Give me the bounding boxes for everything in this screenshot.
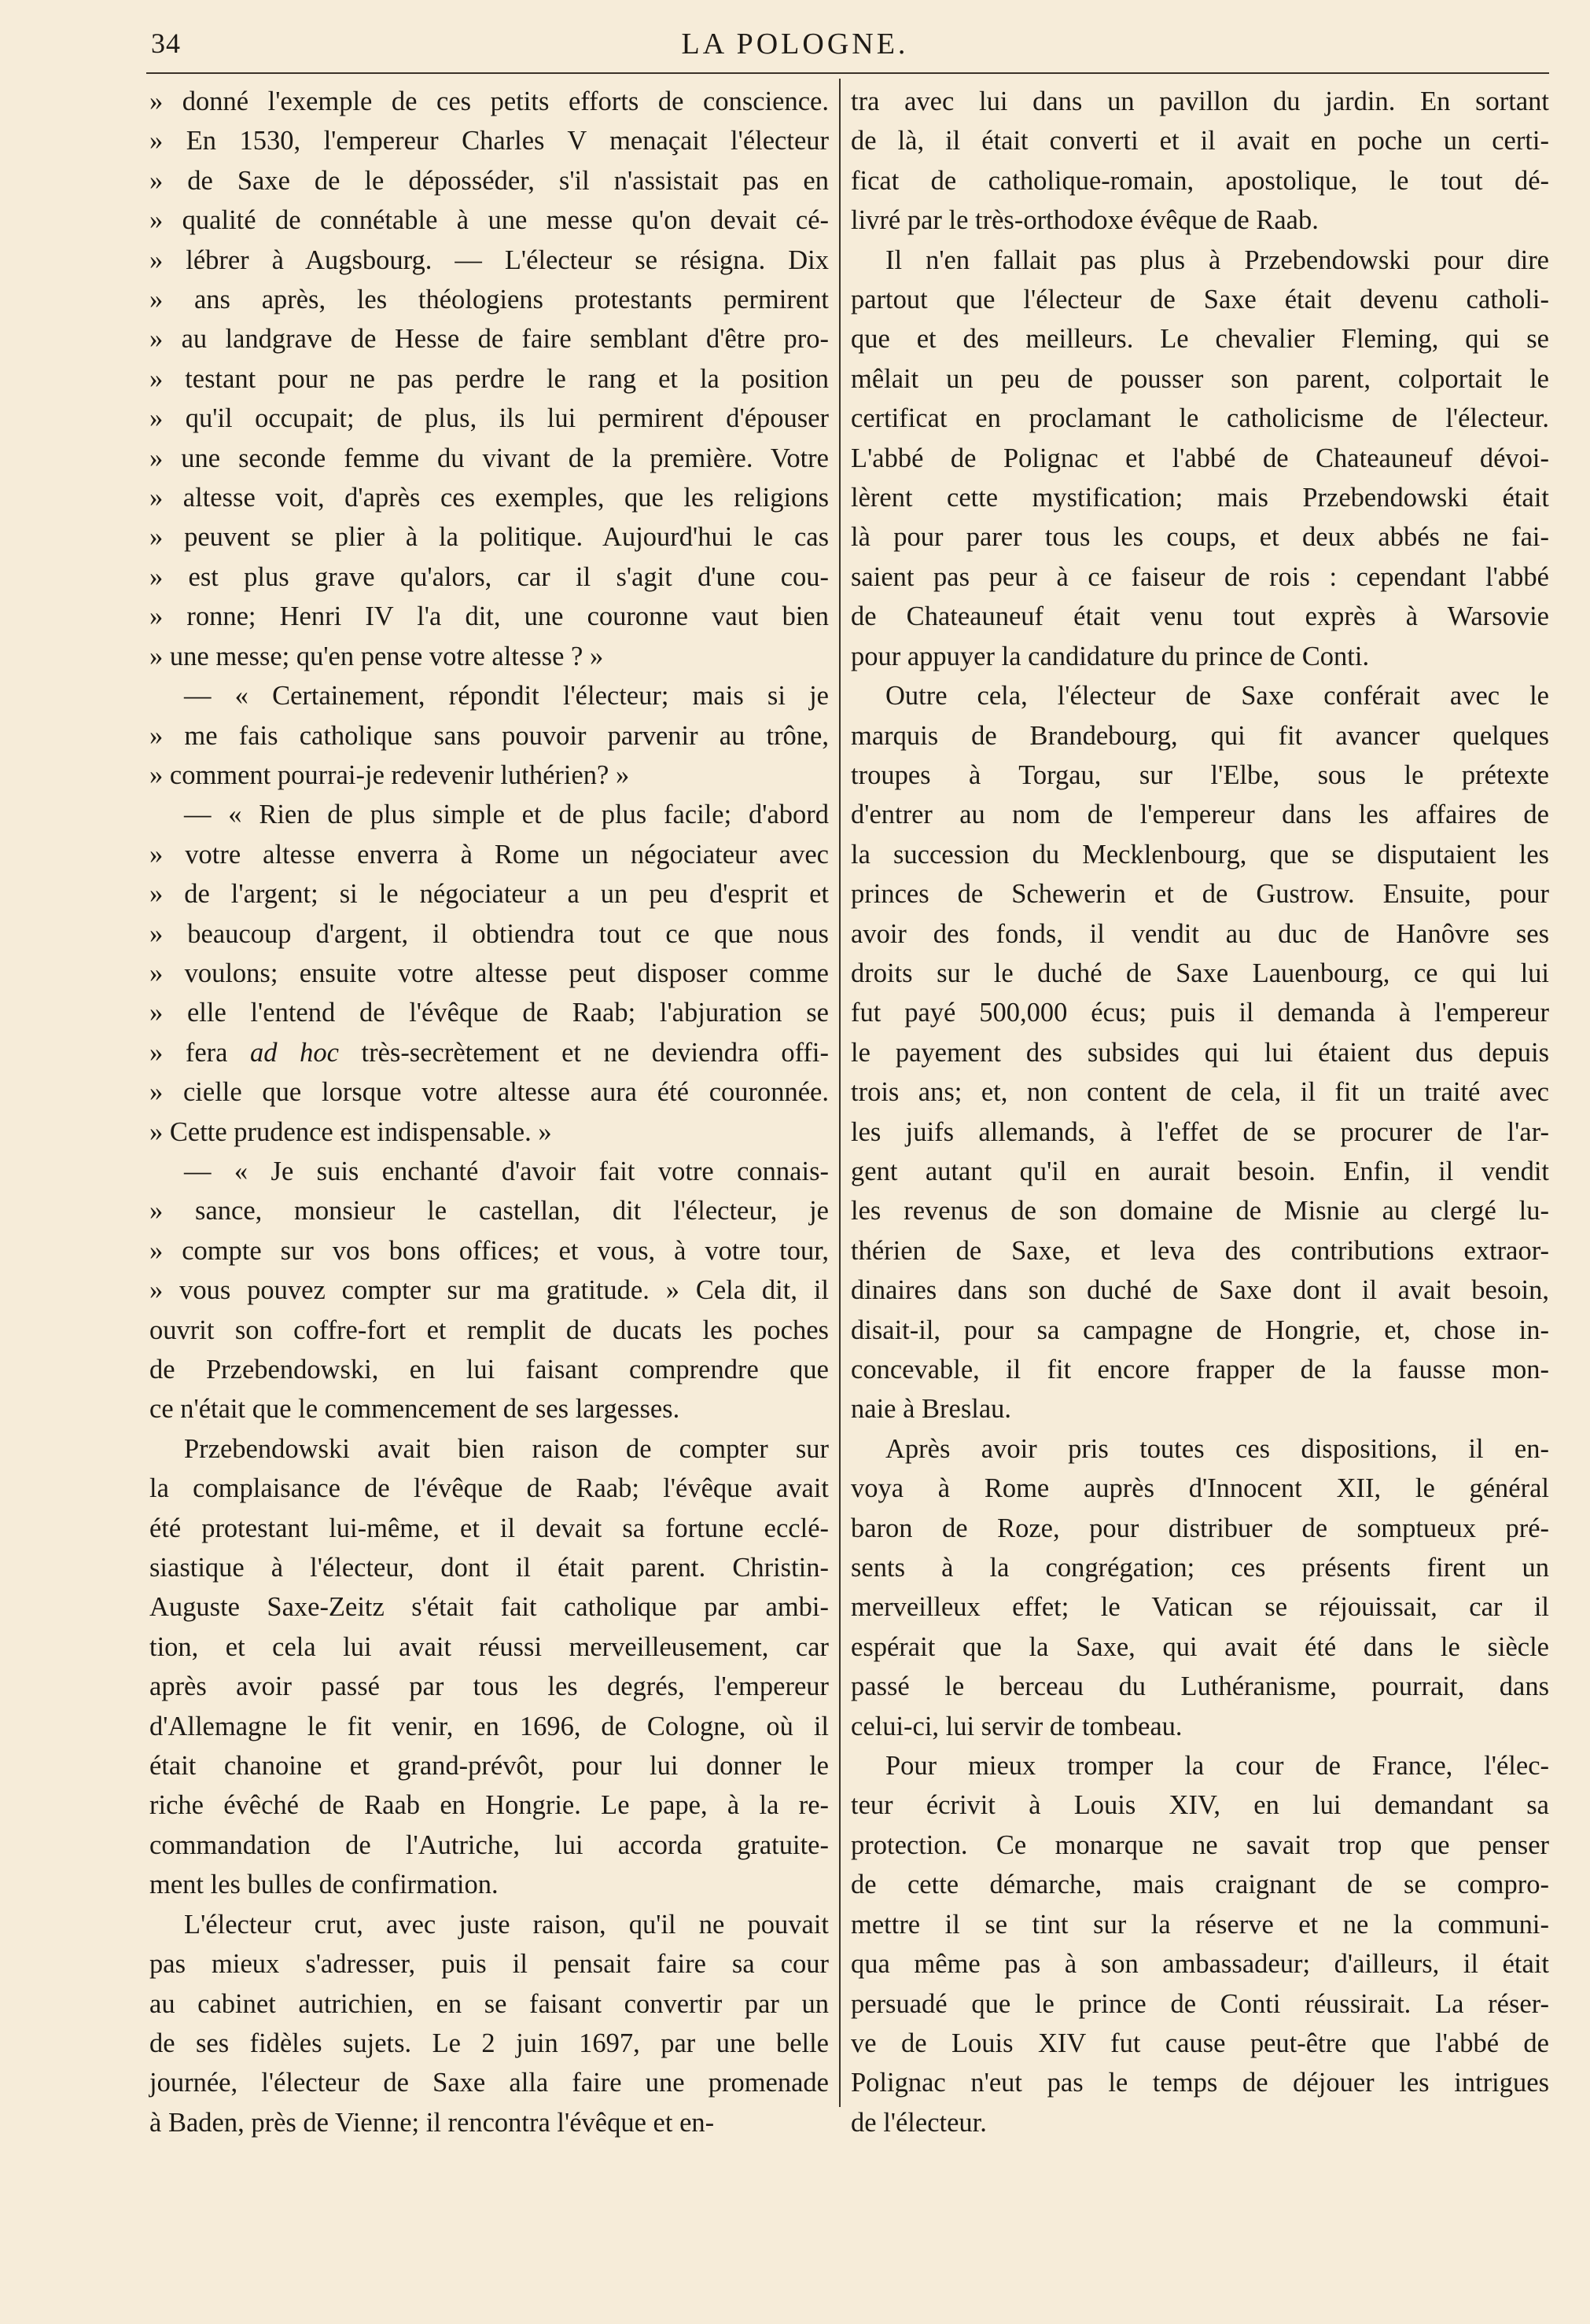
text-line: fut payé 500,000 écus; puis il demanda à l'empereur: [851, 998, 1549, 1028]
text-line: celui-ci, lui servir de tombeau.: [851, 1711, 1183, 1741]
text-line: de l'électeur.: [851, 2107, 987, 2138]
text-line: tra avec lui dans un pavillon du jardin. En sortant: [851, 86, 1549, 116]
text-line: L'électeur crut, avec juste raison, qu'il ne pouvait: [184, 1909, 829, 1940]
text-line: Il n'en fallait pas plus à Przebendowski pour dire: [885, 245, 1549, 275]
text-line: teur écrivit à Louis XIV, en lui demandant sa: [851, 1790, 1549, 1821]
text-line: » voulons; ensuite votre altesse peut disposer comme: [149, 958, 829, 988]
text-line: espérait que la Saxe, qui avait été dans le siècle: [851, 1631, 1549, 1662]
text-line: » ronne; Henri IV l'a dit, une couronne vaut bien: [149, 601, 829, 632]
text-line: était chanoine et grand-prévôt, pour lui donner le: [149, 1751, 829, 1782]
text-line: la complaisance de l'évêque de Raab; l'évêque avait: [149, 1473, 829, 1504]
page-number: 34: [151, 28, 181, 59]
text-line: ce n'était que le commencement de ses largesses.: [149, 1394, 680, 1425]
running-title: LA POLOGNE.: [681, 28, 909, 61]
text-line: Outre cela, l'électeur de Saxe conférait avec le: [885, 681, 1549, 712]
text-line: ve de Louis XIV fut cause peut-être que l'abbé de: [851, 2028, 1549, 2058]
text-line: — « Je suis enchanté d'avoir fait votre connais-: [184, 1156, 829, 1186]
text-line: mettre il se tint sur la réserve et ne la communi-: [851, 1909, 1549, 1940]
text-line: de Przebendowski, en lui faisant comprendre que: [149, 1355, 829, 1384]
text-line: tion, et cela lui avait réussi merveilleusement, car: [149, 1631, 829, 1662]
text-line: Polignac n'eut pas le temps de déjouer les intrigues: [851, 2068, 1549, 2098]
text-line: persuadé que le prince de Conti réussirait. La réser-: [851, 1988, 1549, 2019]
text-line: baron de Roze, pour distribuer de somptueux pré-: [851, 1513, 1549, 1543]
text-line: » lébrer à Augsbourg. — L'électeur se résigna. Dix: [149, 245, 829, 275]
text-line: » altesse voit, d'après ces exemples, que les religions: [149, 483, 829, 513]
text-line: troupes à Torgau, sur l'Elbe, sous le prétexte: [851, 759, 1549, 790]
text-line: là pour parer tous les coups, et deux abbés ne fai-: [851, 522, 1549, 553]
text-line: qua même pas à son ambassadeur; d'ailleurs, il était: [851, 1949, 1549, 1980]
text-line: princes de Schewerin et de Gustrow. Ensuite, pour: [851, 879, 1549, 910]
text-line: de là, il était converti et il avait en poche un certi-: [851, 126, 1549, 156]
text-line: disait-il, pour sa campagne de Hongrie, et, chose in-: [851, 1315, 1549, 1345]
text-line: protection. Ce monarque ne savait trop que penser: [851, 1829, 1549, 1860]
text-line: riche évêché de Raab en Hongrie. Le pape, à la re-: [149, 1790, 829, 1821]
text-line: de cette démarche, mais craignant de se compro-: [851, 1870, 1549, 1900]
text-line: que et des meilleurs. Le chevalier Fleming, qui se: [851, 324, 1549, 355]
text-line: » vous pouvez compter sur ma gratitude. » Cela dit, il: [149, 1275, 829, 1306]
text-line: la succession du Mecklenbourg, que se disputaient les: [851, 839, 1549, 870]
text-line: » me fais catholique sans pouvoir parvenir au trône,: [149, 720, 829, 751]
text-line: » beaucoup d'argent, il obtiendra tout ce que nous: [149, 918, 829, 949]
text-line: gent autant qu'il en aurait besoin. Enfin, il vendit: [851, 1156, 1549, 1186]
text-line: été protestant lui-même, et il devait sa fortune ecclé-: [149, 1513, 829, 1543]
text-line: siastique à l'électeur, dont il était parent. Christin-: [149, 1553, 829, 1583]
text-line: » comment pourrai-je redevenir luthérien? »: [149, 759, 630, 790]
text-line: de Chateauneuf était venu tout exprès à Warsovie: [851, 601, 1549, 632]
text-line: pas mieux s'adresser, puis il pensait faire sa cour: [149, 1949, 829, 1980]
text-line: » une seconde femme du vivant de la première. Votre: [149, 443, 829, 473]
text-line: » de Saxe de le déposséder, s'il n'assistait pas en: [149, 165, 829, 196]
text-line: Przebendowski avait bien raison de compter sur: [184, 1433, 829, 1464]
text-line: d'entrer au nom de l'empereur dans les affaires de: [851, 800, 1549, 830]
text-line: de ses fidèles sujets. Le 2 juin 1697, par une belle: [149, 2028, 829, 2058]
text-line: au cabinet autrichien, en se faisant convertir par un: [149, 1988, 829, 2019]
text-line: livré par le très-orthodoxe évêque de Raab.: [851, 205, 1319, 236]
text-line: droits sur le duché de Saxe Lauenbourg, ce qui lui: [851, 958, 1549, 988]
text-line: partout que l'électeur de Saxe était devenu catholi-: [851, 285, 1549, 315]
text-line: avoir des fonds, il vendit au duc de Hanôvre ses: [851, 918, 1549, 949]
text-line: les juifs allemands, à l'effet de se procurer de l'ar-: [851, 1116, 1549, 1147]
text-line: Pour mieux tromper la cour de France, l'élec-: [885, 1751, 1549, 1782]
text-line: » qualité de connétable à une messe qu'on devait cé-: [149, 205, 829, 236]
text-line: » est plus grave qu'alors, car il s'agit d'une cou-: [149, 561, 829, 592]
text-line: » cielle que lorsque votre altesse aura été couronnée.: [149, 1077, 829, 1108]
column-divider: [839, 79, 841, 2107]
text-line: » au landgrave de Hesse de faire semblant d'être pro-: [149, 324, 829, 355]
text-line: » votre altesse enverra à Rome un négociateur avec: [149, 839, 829, 870]
text-line: » fera ad hoc très-secrètement et ne deviendra offi-: [149, 1037, 829, 1068]
text-line: dinaires dans son duché de Saxe dont il avait besoin,: [851, 1275, 1549, 1306]
text-line: L'abbé de Polignac et l'abbé de Chateauneuf dévoi-: [851, 443, 1549, 473]
text-line: merveilleux effet; le Vatican se réjouissait, car il: [851, 1592, 1549, 1623]
text-line: » compte sur vos bons offices; et vous, à votre tour,: [149, 1235, 829, 1266]
text-line: voya à Rome auprès d'Innocent XII, le général: [851, 1473, 1549, 1504]
text-line: » peuvent se plier à la politique. Aujourd'hui le cas: [149, 522, 829, 553]
text-line: ouvrit son coffre-fort et remplit de ducats les poches: [149, 1315, 829, 1345]
text-line: mêlait un peu de pousser son parent, colportait le: [851, 363, 1549, 394]
text-line: » Cette prudence est indispensable. »: [149, 1116, 552, 1147]
text-line: ment les bulles de confirmation.: [149, 1870, 499, 1900]
text-line: les revenus de son domaine de Misnie au clergé lu-: [851, 1196, 1549, 1226]
text-line: » donné l'exemple de ces petits efforts de conscience.: [149, 86, 829, 116]
text-line: saient pas peur à ce faiseur de rois : cependant l'abbé: [851, 561, 1549, 592]
text-line: » une messe; qu'en pense votre altesse ? »: [149, 641, 604, 671]
text-line: d'Allemagne le fit venir, en 1696, de Cologne, où il: [149, 1711, 829, 1741]
text-line: — « Certainement, répondit l'électeur; mais si je: [184, 681, 829, 712]
text-line: » ans après, les théologiens protestants permirent: [149, 285, 829, 315]
text-line: » testant pour ne pas perdre le rang et la position: [149, 363, 829, 394]
text-line: passé le berceau du Luthéranisme, pourrait, dans: [851, 1671, 1549, 1702]
text-line: après avoir passé par tous les degrés, l'empereur: [149, 1671, 829, 1702]
text-line: concevable, il fit encore frapper de la fausse mon-: [851, 1355, 1549, 1384]
text-line: sents à la congrégation; ces présents firent un: [851, 1553, 1549, 1583]
text-line: certificat en proclamant le catholicisme de l'électeur.: [851, 403, 1549, 434]
text-line: journée, l'électeur de Saxe alla faire une promenade: [149, 2068, 829, 2098]
right-column: [851, 82, 1549, 2142]
text-line: lèrent cette mystification; mais Przebendowski était: [851, 483, 1549, 513]
text-line: » En 1530, l'empereur Charles V menaçait l'électeur: [149, 126, 829, 156]
text-line: » de l'argent; si le négociateur a un peu d'esprit et: [149, 879, 829, 910]
text-line: » qu'il occupait; de plus, ils lui permirent d'épouser: [149, 403, 829, 434]
text-line: thérien de Saxe, et leva des contributions extraor-: [851, 1235, 1549, 1266]
text-line: Après avoir pris toutes ces dispositions, il en-: [885, 1433, 1549, 1464]
text-line: commandation de l'Autriche, lui accorda gratuite-: [149, 1829, 829, 1860]
left-column: [149, 82, 829, 2142]
text-line: Auguste Saxe-Zeitz s'était fait catholique par ambi-: [149, 1592, 829, 1623]
text-line: naie à Breslau.: [851, 1394, 1012, 1425]
text-line: le payement des subsides qui lui étaient dus depuis: [851, 1037, 1549, 1068]
text-line: — « Rien de plus simple et de plus facile; d'abord: [184, 800, 829, 830]
header-rule: [146, 72, 1549, 74]
text-line: pour appuyer la candidature du prince de Conti.: [851, 641, 1370, 671]
text-line: » elle l'entend de l'évêque de Raab; l'abjuration se: [149, 998, 829, 1028]
text-line: ficat de catholique-romain, apostolique, le tout dé-: [851, 165, 1549, 196]
text-line: marquis de Brandebourg, qui fit avancer quelques: [851, 720, 1549, 751]
text-line: » sance, monsieur le castellan, dit l'électeur, je: [149, 1196, 829, 1226]
text-line: à Baden, près de Vienne; il rencontra l'évêque et en-: [149, 2107, 715, 2138]
text-line: trois ans; et, non content de cela, il fit un traité avec: [851, 1077, 1549, 1108]
